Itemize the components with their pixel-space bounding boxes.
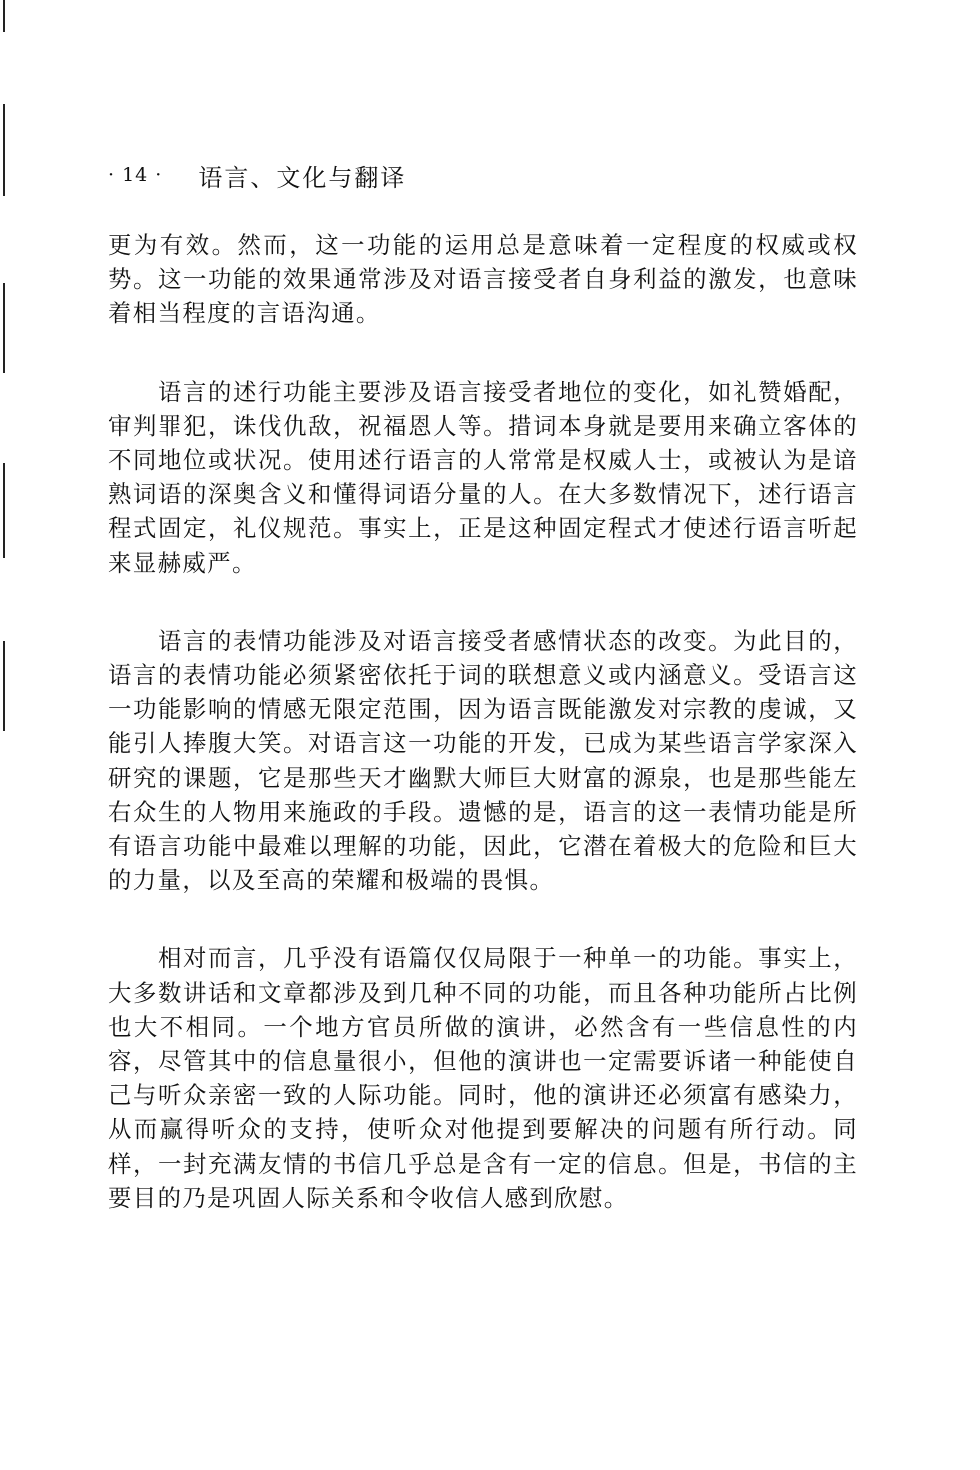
scan-edge-mark (3, 463, 5, 558)
paragraph-performative-function: 语言的述行功能主要涉及语言接受者地位的变化，如礼赞婚配，审判罪犯，诛伐仇敌，祝福恩人等。措词本身就是要用来确立客体的不同地位或状况。使用述行语言的人常常是权威人士，或被认为是谙熟词语的深奥含义和懂得词语分量的人。在大多数情况下，述行语言程式固定，礼仪规范。事实上，正是这种固定程式才使述行语言听起来显赫威严。 (108, 377, 858, 577)
scan-edge-mark (3, 0, 5, 32)
page-number: · 14 · (108, 164, 163, 186)
paragraph-continued: 更为有效。然而，这一功能的运用总是意味着一定程度的权威或权势。这一功能的效果通常涉及对语言接受者自身利益的激发，也意味着相当程度的言语沟通。 (108, 231, 858, 328)
page-body (108, 228, 858, 1215)
book-title: 语言、文化与翻译 (198, 163, 407, 192)
scan-edge-mark (3, 104, 5, 196)
scan-edge-mark (3, 283, 5, 373)
paragraph-expressive-function: 语言的表情功能涉及对语言接受者感情状态的改变。为此目的，语言的表情功能必须紧密依托于词的联想意义或内涵意义。受语言这一功能影响的情感无限定范围，因为语言既能激发对宗教的虔诚，又能引人捧腹大笑。对语言这一功能的开发，已成为某些语言学家深入研究的课题，它是那些天才幽默大师巨大财富的源泉，也是那些能左右众生的人物用来施政的手段。遗憾的是，语言的这一表情功能是所有语言功能中最难以理解的功能，因此，它潜在着极大的危险和巨大的力量，以及至高的荣耀和极端的畏惧。 (108, 626, 858, 895)
running-head (108, 157, 406, 193)
paragraph-mixed-functions: 相对而言，几乎没有语篇仅仅局限于一种单一的功能。事实上，大多数讲话和文章都涉及到几种不同的功能，而且各种功能所占比例也大不相同。一个地方官员所做的演讲，必然含有一些信息性的内容，尽管其中的信息量很小，但他的演讲也一定需要诉诸一种能使自己与听众亲密一致的人际功能。同时，他的演讲还必须富有感染力，从而赢得听众的支持，使听众对他提到要解决的问题有所行动。同样，一封充满友情的书信几乎总是含有一定的信息。但是，书信的主要目的乃是巩固人际关系和令收信人感到欣慰。 (108, 944, 858, 1212)
scan-edge-mark (3, 641, 5, 731)
